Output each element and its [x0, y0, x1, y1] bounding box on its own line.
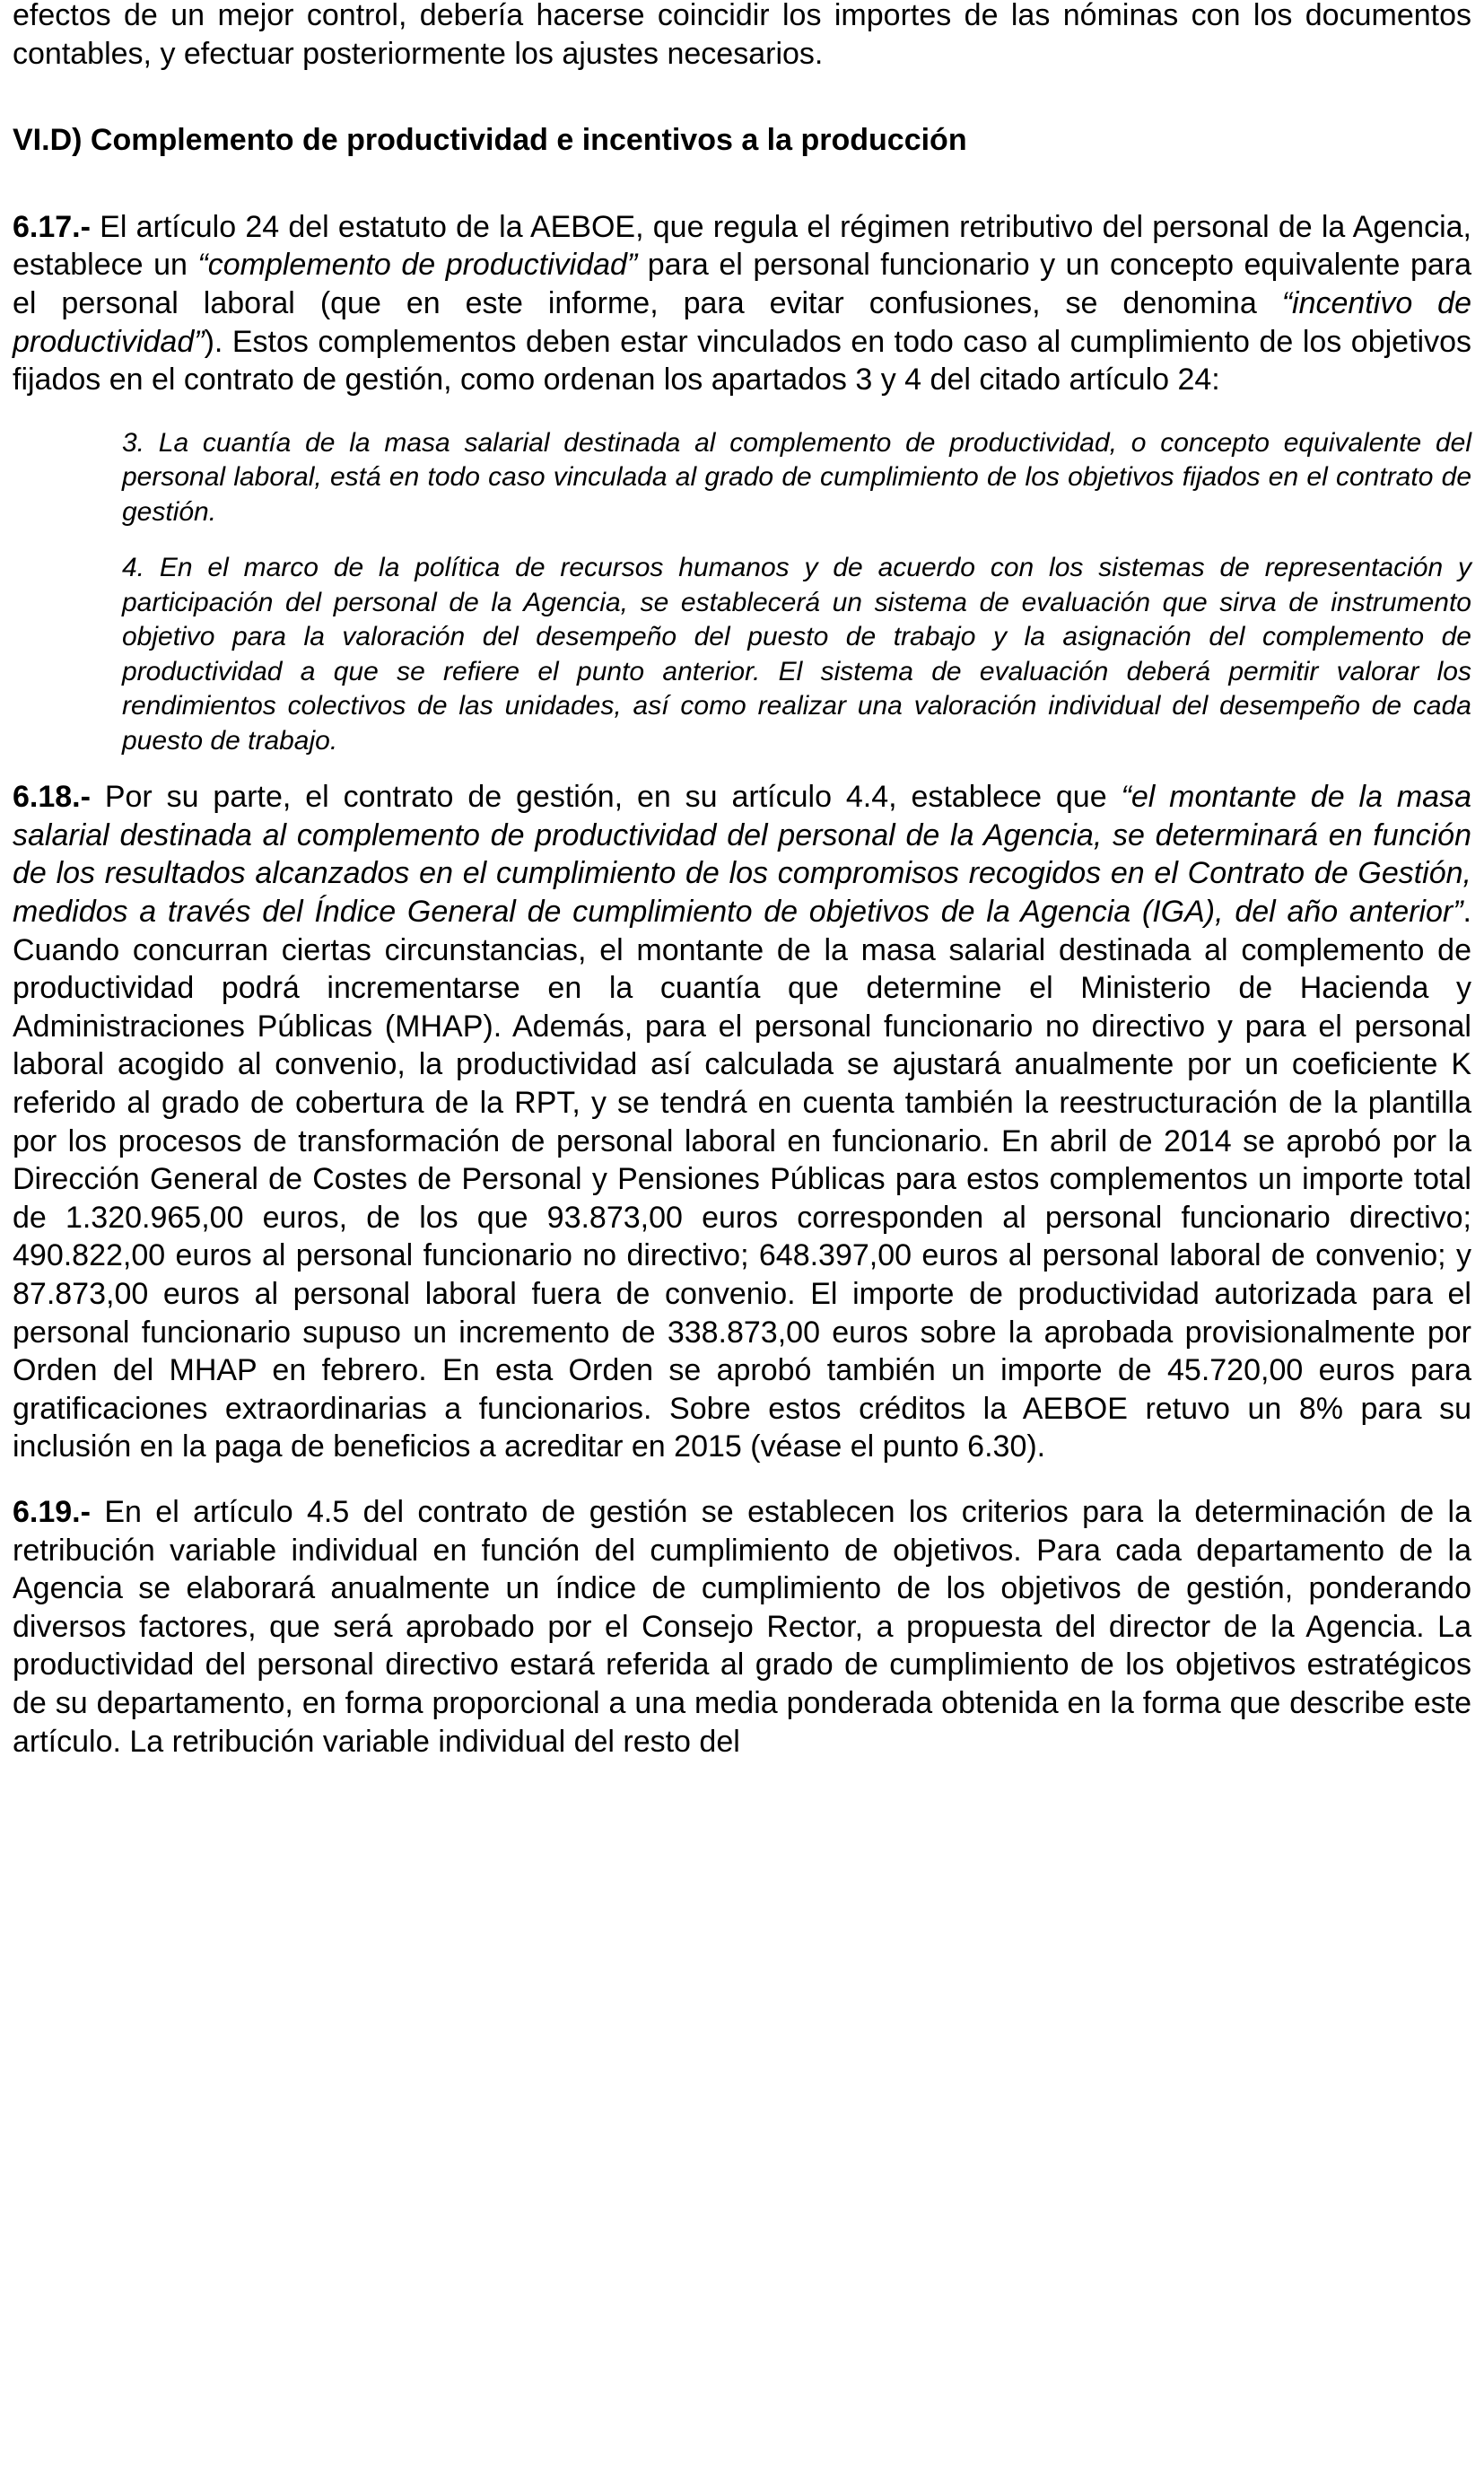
italic-quote-text: “el montante de la masa salarial destinada al complemento de productividad del personal de la Agencia, se determinará en función de los resultados alcanzados en el cumplimiento de los compromisos recogidos en el Contrato de Gestión, medidos a través del Índice General de cumplimiento de objetivos de la Agencia (IGA), del año anterior” — [13, 780, 1471, 930]
paragraph-6-17 — [13, 208, 1471, 399]
block-quote-point-4: 4. En el marco de la política de recursos humanos y de acuerdo con los sistemas de representación y participación del personal de la Agencia, se establecerá un sistema de evaluación que sirva de instrumento objetivo para la valoración del desempeño del puesto de trabajo y la asignación del complemento de productividad a que se refiere el punto anterior. El sistema de evaluación deberá permitir valorar los rendimientos colectivos de las unidades, así como realizar una valoración individual del desempeño de cada puesto de trabajo. — [122, 553, 1471, 756]
italic-quote-term: “incentivo de productividad” — [13, 285, 1472, 359]
document-page — [13, 0, 1471, 1761]
paragraph-text: ). Estos complementos deben estar vinculados en todo caso al cumplimiento de los objetivos fijados en el contrato de gestión, como ordenan los apartados 3 y 4 del citado artículo 24: — [13, 324, 1471, 398]
paragraph-text: El artículo 24 del estatuto de la AEBOE, que regula el régimen retributivo del personal de la Agencia, establece un — [13, 209, 1471, 283]
section-heading: VI.D) Complemento de productividad e incentivos a la producción — [13, 123, 967, 158]
block-quote-point-3: 3. La cuantía de la masa salarial destinada al complemento de productividad, o concepto equivalente del personal laboral, está en todo caso vinculada al grado de cumplimiento de los objetivos fijados en el contrato de gestión. — [122, 427, 1471, 527]
paragraph-text: Por su parte, el contrato de gestión, en su artículo 4.4, establece que — [90, 780, 1122, 815]
intro-paragraph: efectos de un mejor control, debería hacerse coincidir los importes de las nóminas con los documentos contables, y efectuar posteriormente los ajustes necesarios. — [13, 0, 1471, 71]
paragraph-text: En el artículo 4.5 del contrato de gestión se establecen los criterios para la determinación de la retribución variable individual en función del cumplimiento de objetivos. Para cada departamento de la Agencia se elaborará anualmente un índice de cumplimiento de los objetivos de gestión, ponderando diversos factores, que será aprobado por el Consejo Rector, a propuesta del director de la Agencia. La productividad del personal directivo estará referida al grado de cumplimiento de los objetivos estratégicos de su departamento, en forma proporcional a una media ponderada obtenida en la forma que describe este artículo. La retribución variable individual del resto del — [13, 1494, 1471, 1759]
paragraph-number: 6.18.- — [13, 780, 91, 815]
paragraph-6-19 — [13, 1493, 1471, 1761]
paragraph-number: 6.17.- — [13, 209, 91, 244]
paragraph-text: para el personal funcionario y un concepto equivalente para el personal laboral (que en este informe, para evitar confusiones, se denomina — [13, 248, 1471, 320]
paragraph-6-18 — [13, 778, 1471, 1466]
italic-quote-term: “complemento de productividad” — [197, 248, 638, 283]
paragraph-text: . Cuando concurran ciertas circunstancias, el montante de la masa salarial destinada al complemento de productividad podrá incrementarse en la cuantía que determine el Ministerio de Hacienda y Administraciones Públicas (MHAP). Además, para el personal funcionario no directivo y para el personal laboral acogido al convenio, la productividad así calculada se ajustará anualmente por un coeficiente K referido al grado de cobertura de la RPT, y se tendrá en cuenta también la reestructuración de la plantilla por los procesos de transformación de personal laboral en funcionario. En abril de 2014 se aprobó por la Dirección General de Costes de Personal y Pensiones Públicas para estos complementos un importe total de 1.320.965,00 euros, de los que 93.873,00 euros corresponden al personal funcionario directivo; 490.822,00 euros al personal funcionario no directivo; 648.397,00 euros al personal laboral de convenio; y 87.873,00 euros al personal laboral fuera de convenio. El importe de productividad autorizada para el personal funcionario supuso un incremento de 338.873,00 euros sobre la aprobada provisionalmente por Orden del MHAP en febrero. En esta Orden se aprobó también un importe de 45.720,00 euros para gratificaciones extraordinarias a funcionarios. Sobre estos créditos la AEBOE retuvo un 8% para su inclusión en la paga de beneficios a acreditar en 2015 (véase el punto 6.30). — [13, 895, 1471, 1464]
paragraph-number: 6.19.- — [13, 1494, 91, 1529]
